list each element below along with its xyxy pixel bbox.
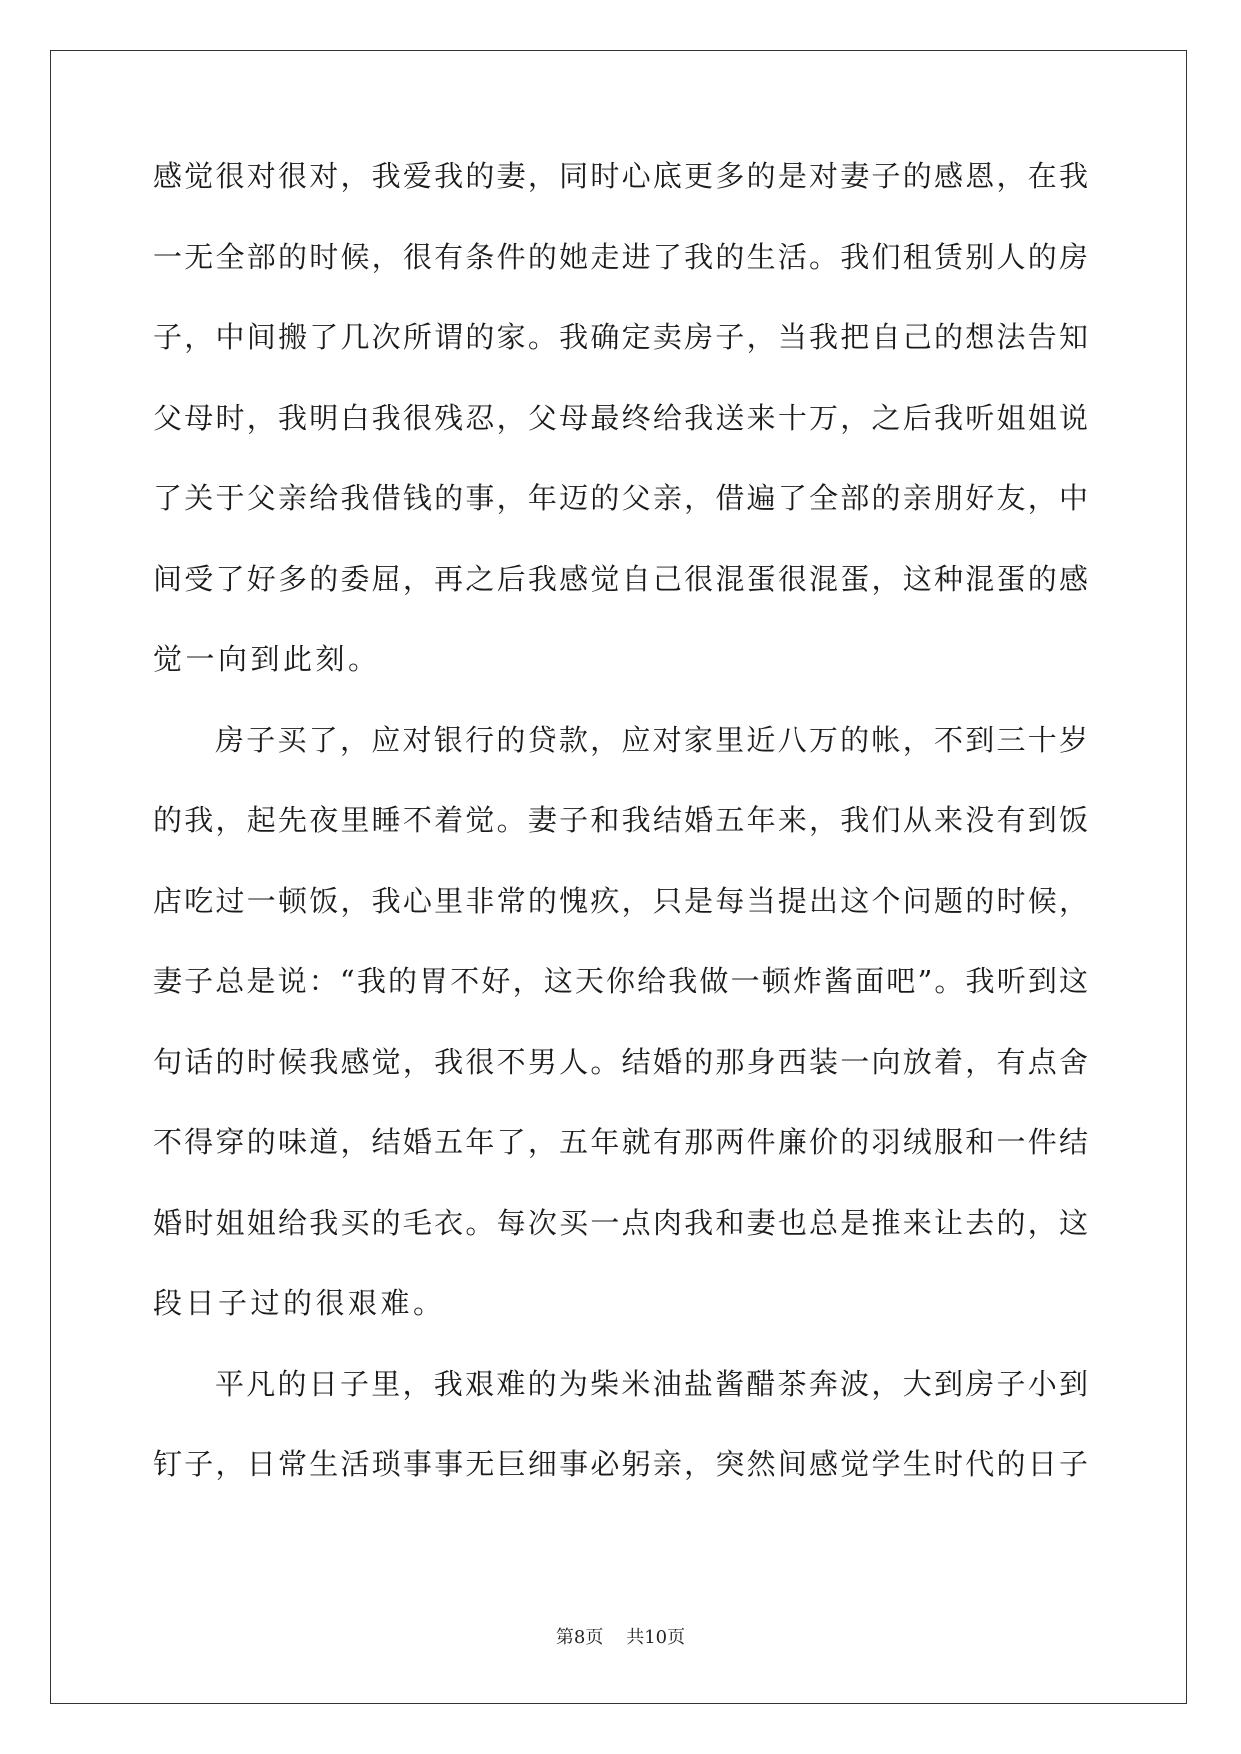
text-line: 子，中间搬了几次所谓的家。我确定卖房子，当我把自己的想法告知 [153,320,1088,354]
text-line: 平凡的日子里，我艰难的为柴米油盐酱醋茶奔波，大到房子小到 [215,1366,1088,1401]
text-line: 店吃过一顿饭，我心里非常的愧疚，只是每当提出这个问题的时候， [153,883,1088,918]
text-line: 钉子，日常生活琐事事无巨细事必躬亲，突然间感觉学生时代的日子 [153,1447,1088,1481]
text-line: 间受了好多的委屈，再之后我感觉自己很混蛋很混蛋，这种混蛋的感 [153,561,1088,596]
text-line: 的我，起先夜里睡不着觉。妻子和我结婚五年来，我们从来没有到饭 [153,803,1088,837]
text-line: 妻子总是说：“我的胃不好，这天你给我做一顿炸酱面吧”。我听到这 [153,964,1088,998]
document-body [153,159,1088,1531]
text-line: 父母时，我明白我很残忍，父母最终给我送来十万，之后我听姐姐说 [153,400,1088,435]
text-line: 婚时姐姐给我买的毛衣。每次买一点肉我和妻也总是推来让去的，这 [153,1205,1088,1240]
text-line: 不得穿的味道，结婚五年了，五年就有那两件廉价的羽绒服和一件结 [153,1125,1088,1159]
text-line: 段日子过的很艰难。 [153,1286,446,1320]
text-line: 一无全部的时候，很有条件的她走进了我的生活。我们租赁别人的房 [153,239,1088,274]
page-number: 第8页 共10页 [555,1627,686,1648]
text-line: 了关于父亲给我借钱的事，年迈的父亲，借遍了全部的亲朋好友，中 [153,481,1088,515]
text-line: 觉一向到此刻。 [153,642,381,676]
text-line: 房子买了，应对银行的贷款，应对家里近八万的帐，不到三十岁 [215,722,1088,757]
text-line: 感觉很对很对，我爱我的妻，同时心底更多的是对妻子的感恩，在我 [153,159,1088,193]
text-line: 句话的时候我感觉，我很不男人。结婚的那身西装一向放着，有点舍 [153,1044,1088,1079]
